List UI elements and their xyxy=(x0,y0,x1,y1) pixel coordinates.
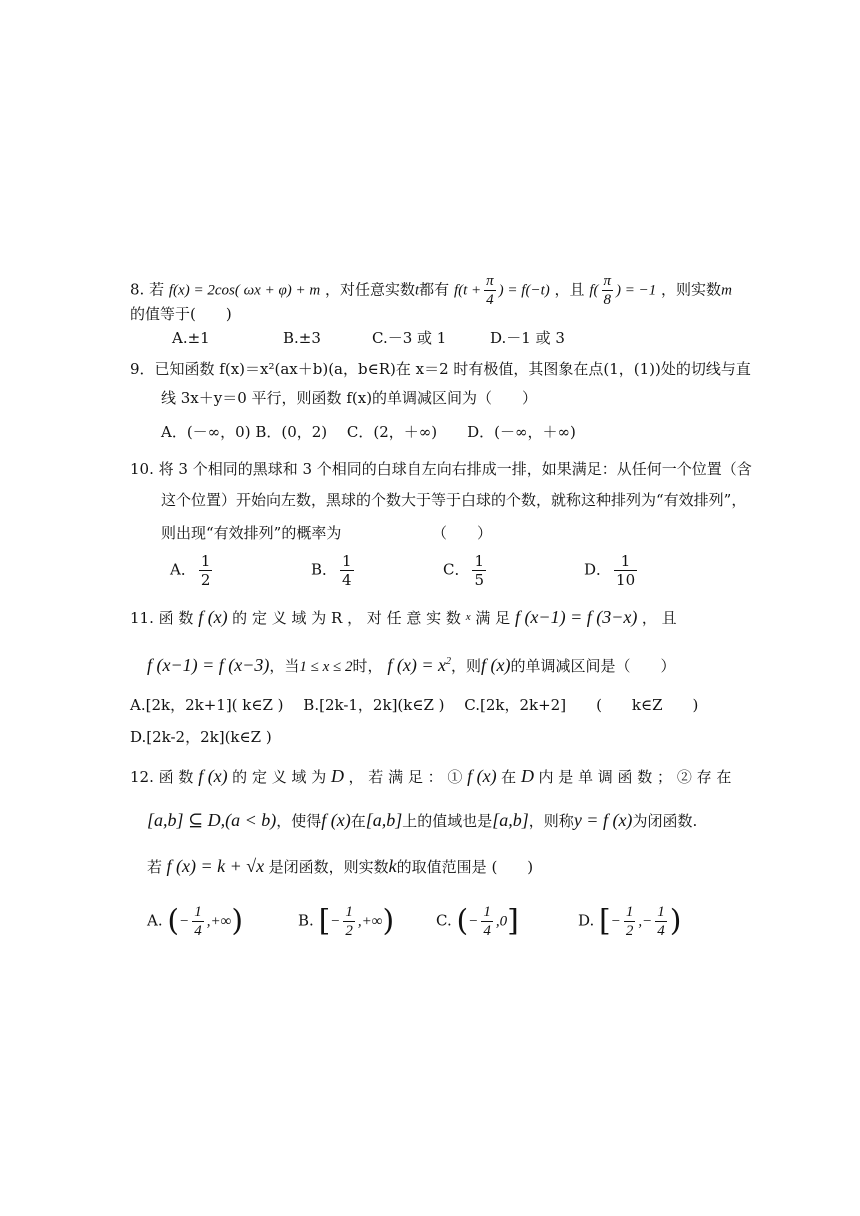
q10-option-a: A． $\frac{1}{2}$ xyxy=(170,552,211,589)
q12-option-d: D. [− $\frac{1}{2}$ ,− $\frac{1}{4}$ ) xyxy=(578,903,682,939)
q8-text: 若 xyxy=(149,280,165,299)
q11-line1: 11. 函 数 f (x) 的 定 义 域 为 R ， 对 任 意 实 数 $^x$ 满 足 f (x−1) = f (3−x) ， 且 xyxy=(130,607,677,627)
q11-options: A.[2k，2k+1]( k∈Z ) B.[2k-1，2k](k∈Z ) C.[2k，2k+2] ( k∈Z ) xyxy=(130,696,699,714)
q9-line1: 9．已知函数 f(x)＝x²(ax＋b)(a，b∈R)在 x＝2 时有极值，其图象在点(1，(1))处的切线与直 xyxy=(130,360,751,378)
q8-option-b: B.±3 xyxy=(283,329,321,347)
q10-option-b: B． $\frac{1}{4}$ xyxy=(311,552,352,589)
q11-line2: f (x−1) = f (x−3)，当1 ≤ x ≤ 2时， f $(x) = x^2$，则f (x)的单调减区间是（ ） xyxy=(147,655,676,675)
q8-option-d: D.－1 或 3 xyxy=(490,329,565,347)
q10-option-c: C． $\frac{1}{5}$ xyxy=(443,552,485,589)
q8-option-c: C.－3 或 1 xyxy=(372,329,447,347)
q10-line2: 这个位置）开始向左数，黑球的个数大于等于白球的个数，就称这种排列为“有效排列”， xyxy=(161,491,747,509)
q8-formula-f: f(x) = 2cos( ωx + φ) + m xyxy=(168,282,321,299)
q8-formula-value: f( xyxy=(589,282,599,299)
q8-line2: 的值等于( ) xyxy=(130,305,232,323)
q10-line3: 则出现“有效排列”的概率为 xyxy=(161,524,342,542)
q12-option-a: A. (− $\frac{1}{4}$ ,+∞) xyxy=(147,903,244,939)
q12-line2: [a,b] ⊆ D,(a < b)，使得f (x)在[a,b]上的值域也是[a,b]，则称y = f (x)为闭函数. xyxy=(147,810,698,830)
q10-option-d: D． $\frac{1}{10}$ xyxy=(584,552,636,589)
q10-line1: 10. 将 3 个相同的黑球和 3 个相同的白球自左向右排成一排，如果满足：从任何一个位置（含 xyxy=(130,460,752,478)
q12-line1: 12. 函 数 f (x) 的 定 义 域 为 D ， 若 满 足 ： ① f (x) 在 D 内 是 单 调 函 数 ； ② 存 在 xyxy=(130,766,732,786)
q12-option-b: B. [− $\frac{1}{2}$ ,+∞) xyxy=(298,903,395,939)
q11-option-d: D.[2k-2，2k](k∈Z ) xyxy=(130,728,272,746)
q8-option-a: A.±1 xyxy=(172,329,210,347)
q9-line2: 线 3x＋y＝0 平行，则函数 f(x)的单调减区间为（ ） xyxy=(161,389,538,407)
q8-number: 8. xyxy=(130,280,145,299)
q12-option-c: C. (− $\frac{1}{4}$ ,0] xyxy=(436,903,519,939)
q12-line3: 若 f (x) = k + √x 是闭函数，则实数k的取值范围是 ( ) xyxy=(147,856,534,876)
q8-line1: 8. 若 f(x) = 2cos( ωx + φ) + m ，对任意实数t都有 f(t + $\frac{\pi}{4}$ ) = f(−t) ，且 f( $\frac{\pi}{8}$ ) = −1 ，则实数m xyxy=(130,273,732,308)
q8-formula-symmetry: f(t + xyxy=(453,282,482,299)
q10-paren: （ ） xyxy=(432,524,493,542)
q9-options: A．(－∞，0) B．(0，2) C．(2，＋∞) D．(－∞，＋∞) xyxy=(161,423,576,441)
